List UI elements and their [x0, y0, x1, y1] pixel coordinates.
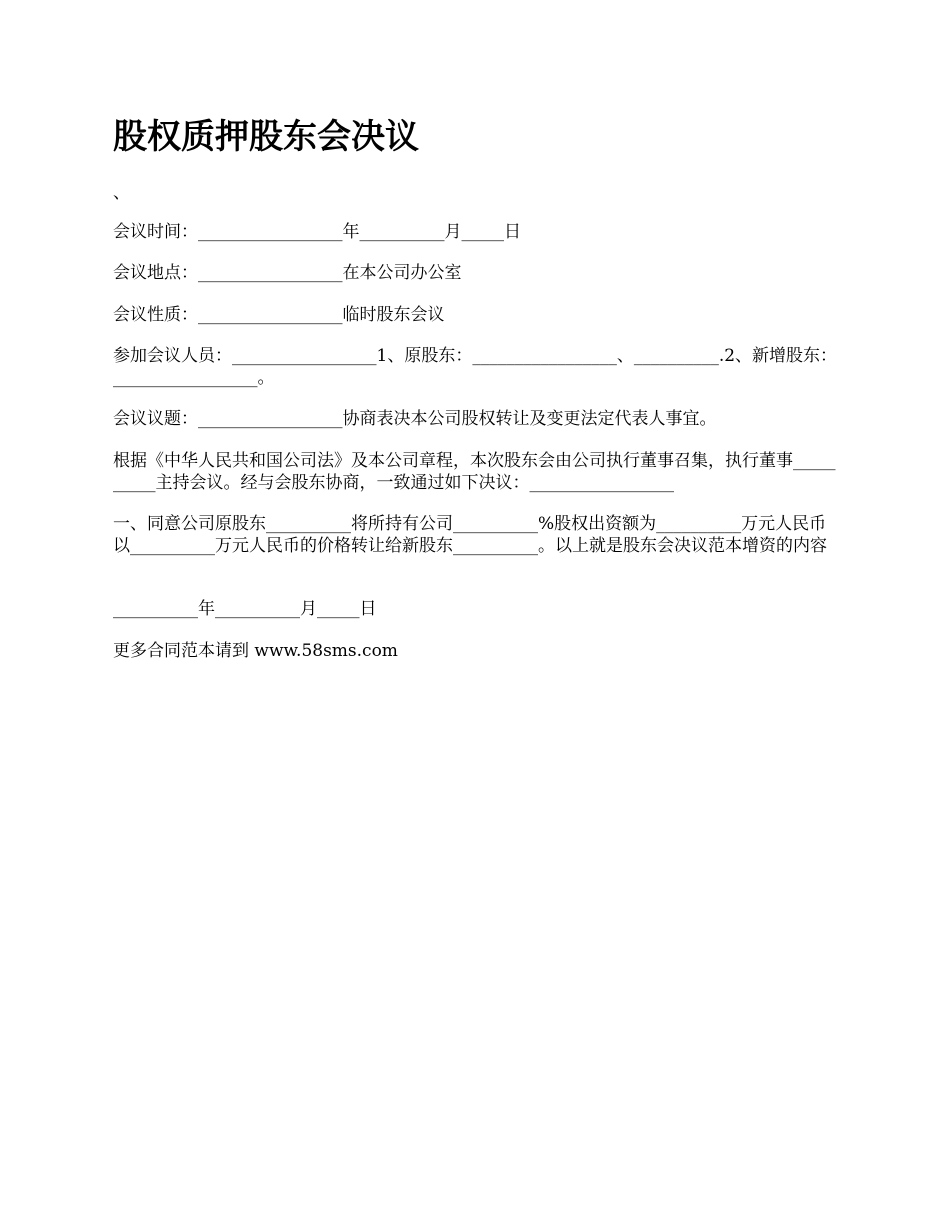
- resolution-paragraph: 一、同意公司原股东__________将所持有公司__________%股权出资额为__________万元人民币以__________万元人民币的价格转让给新股东__________。以上就是股东会决议范本增资的内容: [113, 514, 827, 556]
- title-ornament: 、: [113, 183, 130, 203]
- legal-basis-paragraph: 根据《中华人民共和国公司法》及本公司章程，本次股东会由公司执行董事召集，执行董事__________主持会议。经与会股东协商，一致通过如下决议：_________________: [113, 451, 836, 493]
- meeting-nature-paragraph: 会议性质：_________________临时股东会议: [113, 305, 445, 325]
- meeting-place-paragraph: 会议地点：_________________在本公司办公室: [113, 263, 462, 283]
- date-line: __________年__________月_____日: [113, 599, 377, 619]
- more-templates-link[interactable]: 更多合同范本请到 www.58sms.com: [113, 641, 398, 661]
- document-title: 股权质押股东会决议: [113, 117, 419, 157]
- attendees-paragraph: 参加会议人员：_________________1、原股东：_________________、__________.2、新增股东：_________________。: [113, 346, 838, 388]
- meeting-topic-paragraph: 会议议题：_________________协商表决本公司股权转让及变更法定代表人事宜。: [113, 409, 717, 429]
- meeting-time-paragraph: 会议时间：_________________年__________月_____日: [113, 222, 521, 242]
